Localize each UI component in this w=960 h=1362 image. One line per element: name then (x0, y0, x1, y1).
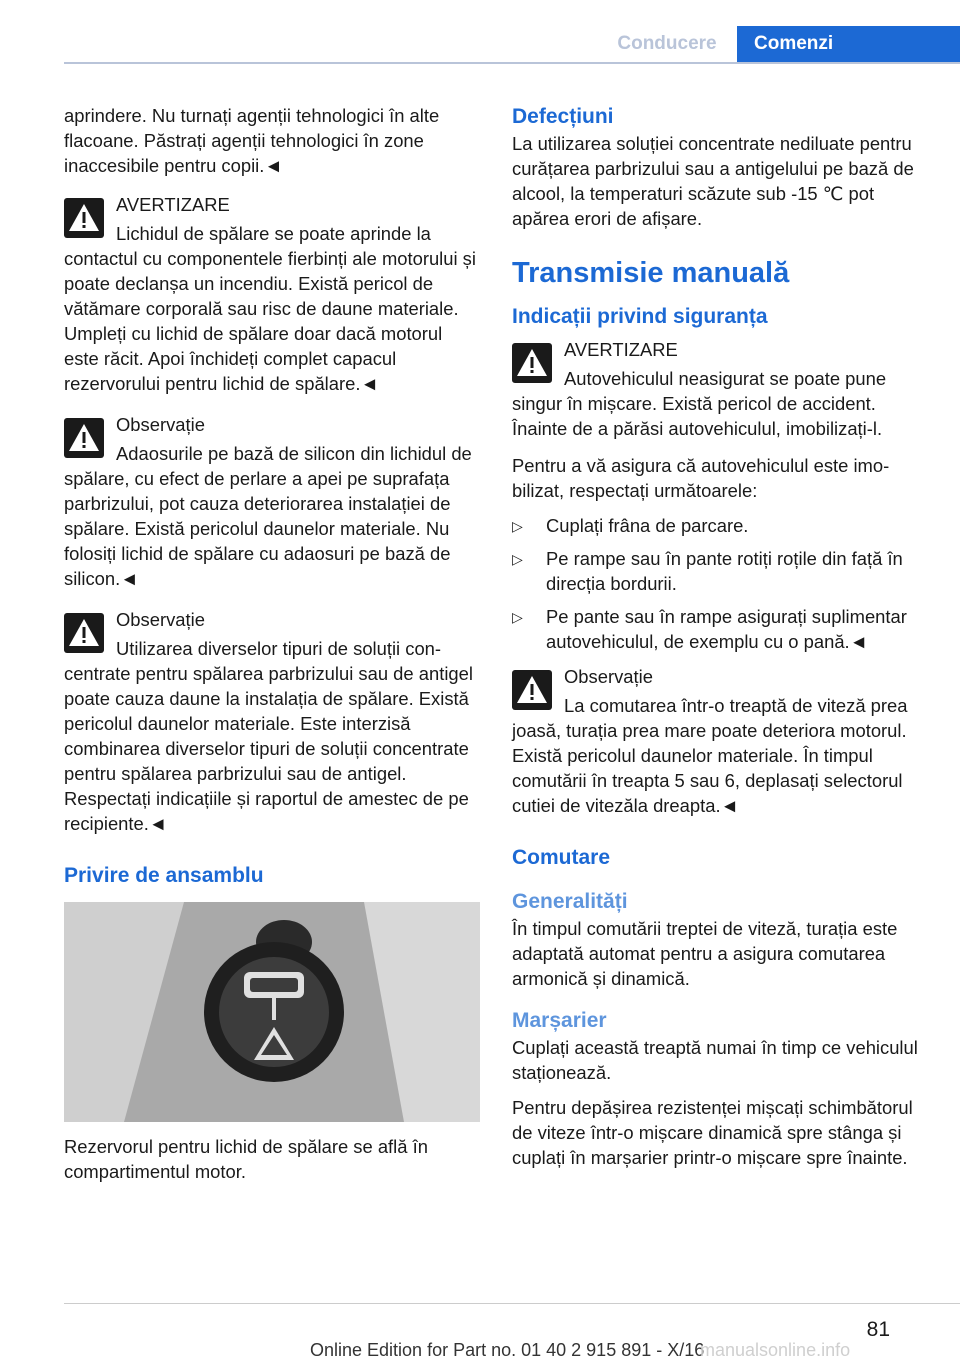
notice-title: Observație (116, 414, 205, 435)
reverse-heading: Marșarier (512, 1009, 607, 1032)
warning-icon (64, 418, 104, 458)
notice-block (64, 607, 482, 836)
list-item-text: Pe pante sau în rampe asigurați suplimentar autovehiculul, de exemplu cu o pană.◄ (546, 606, 907, 652)
warning-icon (64, 613, 104, 653)
warning-title: AVERTIZARE (116, 194, 230, 215)
notice-title: Observație (564, 666, 653, 687)
intro-paragraph: aprindere. Nu turnați agenții tehnologici în alte flacoane. Păstrați agenții tehnologici în zone inaccesibile pentru copii.◄ (64, 105, 440, 176)
general-heading: Generalități (512, 890, 628, 913)
list-item (512, 604, 932, 654)
warning-block (512, 337, 932, 441)
safety-heading: Indicații privind siguranța (512, 305, 768, 328)
list-item-text: Cuplați frâna de parcare. (546, 515, 749, 536)
notice-title: Observație (116, 609, 205, 630)
overview-heading: Privire de ansamblu (64, 864, 264, 887)
safety-list (512, 513, 932, 654)
warning-icon (512, 343, 552, 383)
reverse-text: Pentru depășirea rezistenței mișcați schimbătorul de viteze într-o mișcare dinamică spre stânga și cuplați în marșarier printr-o mișcare spre înainte. (512, 1097, 913, 1168)
page-number: 81 (866, 1318, 890, 1341)
header-divider (64, 62, 960, 64)
warning-icon (512, 670, 552, 710)
switching-heading: Comutare (512, 846, 611, 869)
manual-transmission-heading: Transmisie manuală (512, 257, 790, 289)
general-text: În timpul comutării treptei de viteză, turația este adaptată automat pentru a asigura comutarea armonică și dinamică. (512, 918, 898, 989)
reverse-text: Cuplați această treaptă numai în timp ce vehiculul staționează. (512, 1037, 918, 1083)
warning-text: Lichidul de spălare se poate aprinde la contactul cu componentele fierbinți ale motorului și poate declanșa un incendiu. Există pericol de vătămare corporală sau risc de daune materiale. Umpleți cu lichid de spălare doar dacă motorul este răcit. Apoi închideți complet capacul rezervorului pentru lichid de spălare.◄ (64, 223, 476, 394)
notice-text: Utilizarea diverselor tipuri de soluții concentrate pentru spălarea parbrizului sau de antigel poate cauza daune la instalația de spălare. Există pericolul daunelor materiale. Este interzisă combinarea diverselor tipuri de soluții concentrate pentru spălarea parbrizului sau de antigel. Respectați indicațiile și raportul de amestec de pe recipiente.◄ (64, 638, 473, 834)
triangle-bullet-icon: ▷ (512, 551, 523, 567)
list-item-text: Pe rampe sau în pante rotiți roțile din față în direcția bordurii. (546, 548, 903, 594)
notice-text: La comutarea într-o treaptă de viteză prea joasă, turația prea mare poate deteriora motorul. Există pericolul daunelor materiale. În timpul comutării în treapta 5 sau 6, deplasați selectorul cutiei de vitezăla dreapta.◄ (512, 695, 908, 816)
footer-divider (64, 1303, 960, 1304)
notice-block (64, 412, 482, 591)
defects-text: La utilizarea soluției concentrate nediluate pentru curățarea parbrizului sau a antigelului pe bază de alcool, la temperaturi scăzute sub -15 ℃ pot apărea erori de afișare. (512, 133, 914, 229)
tab-conducere[interactable]: Conducere (617, 33, 717, 54)
warning-block (64, 192, 482, 396)
tab-comenzi[interactable]: Comenzi (737, 26, 960, 62)
triangle-bullet-icon: ▷ (512, 518, 523, 534)
ensure-text: Pentru a vă asigura că autovehiculul este imobilizat, respectați următoarele: (512, 455, 890, 501)
left-column (64, 103, 482, 1194)
image-caption: Rezervorul pentru lichid de spălare se află în compartimentul motor. (64, 1136, 428, 1182)
washer-reservoir-image (64, 902, 480, 1122)
list-item (512, 546, 932, 596)
defects-heading: Defecțiuni (512, 105, 614, 128)
warning-title: AVERTIZARE (564, 339, 678, 360)
watermark: manualsonline.info (700, 1340, 851, 1360)
right-column (512, 103, 932, 1180)
notice-text: Adaosurile pe bază de silicon din lichidul de spălare, cu efect de perlare a apei pe suprafața parbrizului, pot cauza deteriorarea instalației de spălare. Există pericolul daunelor materiale. Nu folosiți lichid de spălare cu adaosuri pe bază de silicon.◄ (64, 443, 472, 589)
list-item (512, 513, 932, 538)
warning-text: Autovehiculul neasigurat se poate pune singur în mișcare. Există pericol de accident. Înainte de a părăsi autovehiculul, imobilizați-l. (512, 368, 887, 439)
triangle-bullet-icon: ▷ (512, 609, 523, 625)
edition-text: Online Edition for Part no. 01 40 2 915 891 - X/16 (310, 1340, 705, 1360)
notice-block (512, 664, 932, 818)
warning-icon (64, 198, 104, 238)
